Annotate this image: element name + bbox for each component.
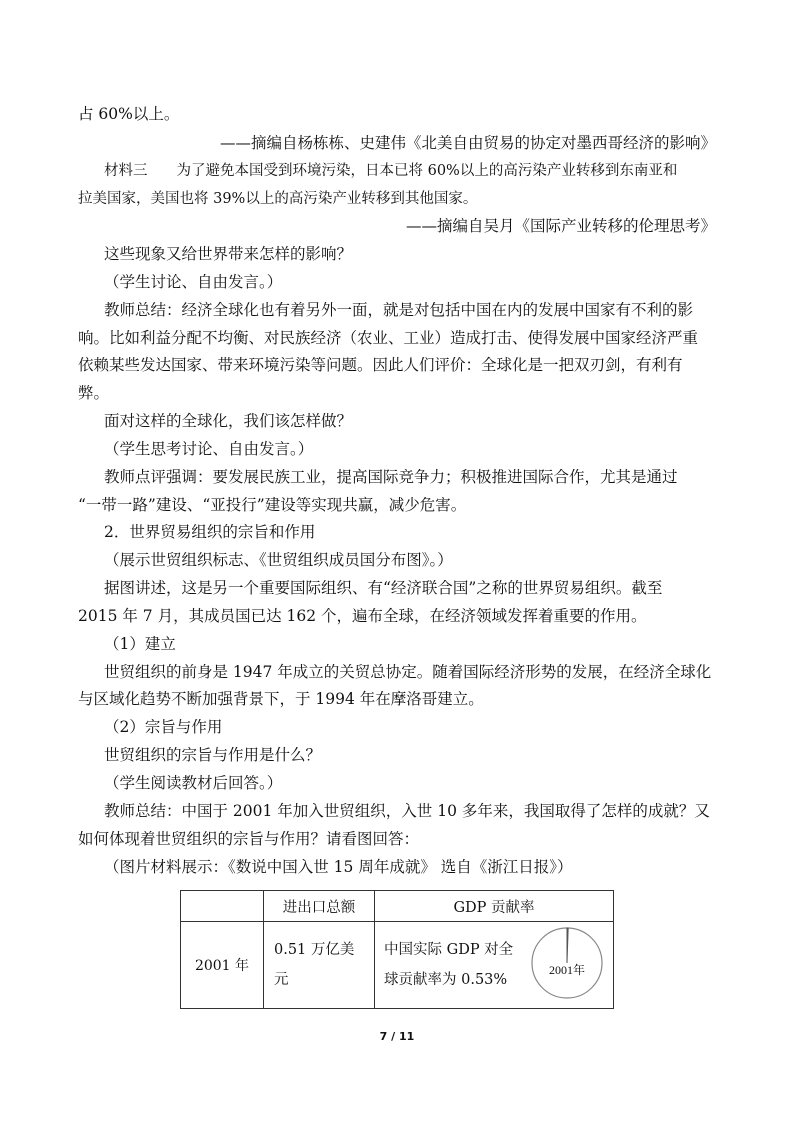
trade-value-line1: 0.51 万亿美 <box>274 942 355 958</box>
table-cell-trade <box>264 922 375 1009</box>
question: 这些现象又给世界带来怎样的影响？ <box>104 245 353 263</box>
question: 面对这样的全球化，我们该怎样做？ <box>104 412 353 430</box>
teacher-comment: 教师点评强调：要发展民族工业，提高国际竞争力；积极推进国际合作，尤其是通过 <box>104 468 678 486</box>
subheading: （2）宗旨与作用 <box>104 718 223 736</box>
material-three-line2: 拉美国家，美国也将 39%以上的高污染产业转移到其他国家。 <box>78 191 478 207</box>
teacher-summary: 教师总结：中国于 2001 年加入世贸组织，入世 10 多年来，我国取得了怎样的成就？又 <box>104 802 710 820</box>
pie-chart-svg <box>530 926 604 1000</box>
text-line: “一带一路”建设、“亚投行”建设等实现共赢，减少危害。 <box>78 496 467 514</box>
material-three-line1: 材料三 为了避免本国受到环境污染，日本已将 60%以上的高污染产业转移到东南亚和 <box>104 163 678 179</box>
text-line: 依赖某些发达国家、带来环境污染等问题。因此人们评价：全球化是一把双刃剑，有利有 <box>78 356 683 374</box>
stats-table <box>180 890 614 1009</box>
student-activity: （学生阅读教材后回答。） <box>104 774 283 792</box>
text-line: 弊。 <box>78 384 110 402</box>
text-line: 占 60%以上。 <box>78 105 180 123</box>
citation: ——摘编自吴月《国际产业转移的伦理思考》 <box>405 217 716 235</box>
table-cell-gdp <box>375 922 614 1009</box>
table-header-row <box>181 891 614 922</box>
table-cell-year: 2001 年 <box>181 922 264 1009</box>
text-line: 世贸组织的前身是 1947 年成立的关贸总协定。随着国际经济形势的发展，在经济全球化 <box>104 663 712 681</box>
gdp-text-line2: 球贡献率为 0.53% <box>384 972 508 988</box>
student-activity: （学生讨论、自由发言。） <box>104 273 283 291</box>
text-line: 如何体现着世贸组织的宗旨与作用？请看图回答： <box>78 830 420 848</box>
gdp-text-line1: 中国实际 GDP 对全 <box>384 942 514 958</box>
table-header-cell: 进出口总额 <box>264 891 375 922</box>
trade-value-line2: 元 <box>274 972 289 988</box>
display-note: （展示世贸组织标志、《世贸组织成员国分布图》。） <box>104 551 453 569</box>
text-line: 据图讲述，这是另一个重要国际组织、有“经济联合国”之称的世界贸易组织。截至 <box>104 579 663 597</box>
text-line: 与区域化趋势不断加强背景下，于 1994 年在摩洛哥建立。 <box>78 690 484 708</box>
gdp-text <box>384 935 513 995</box>
question: 世贸组织的宗旨与作用是什么？ <box>104 746 322 764</box>
table-header-cell: GDP 贡献率 <box>375 891 614 922</box>
table-header-cell <box>181 891 264 922</box>
citation: ——摘编自杨栋栋、史建伟《北美自由贸易的协定对墨西哥经济的影响》 <box>219 134 716 152</box>
teacher-summary: 教师总结：经济全球化也有着另外一面，就是对包括中国在内的发展中国家有不利的影 <box>104 301 694 319</box>
table-row <box>181 922 614 1009</box>
text-line: 响。比如利益分配不均衡、对民族经济（农业、工业）造成打击、使得发展中国家经济严重 <box>78 329 699 347</box>
gdp-share-pie <box>530 926 604 1004</box>
student-activity: （学生思考讨论、自由发言。） <box>104 440 314 458</box>
page-number: 7 / 11 <box>379 1030 415 1043</box>
subheading: （1）建立 <box>104 635 176 653</box>
section-heading: 2．世界贸易组织的宗旨和作用 <box>104 523 316 541</box>
text-line: 2015 年 7 月，其成员国已达 162 个，遍布全球，在经济领域发挥着重要的作用。 <box>78 607 647 625</box>
image-material-note: （图片材料展示：《数说中国入世 15 周年成就》 选自《浙江日报》） <box>104 858 573 876</box>
pie-label: 2001年 <box>548 963 586 977</box>
